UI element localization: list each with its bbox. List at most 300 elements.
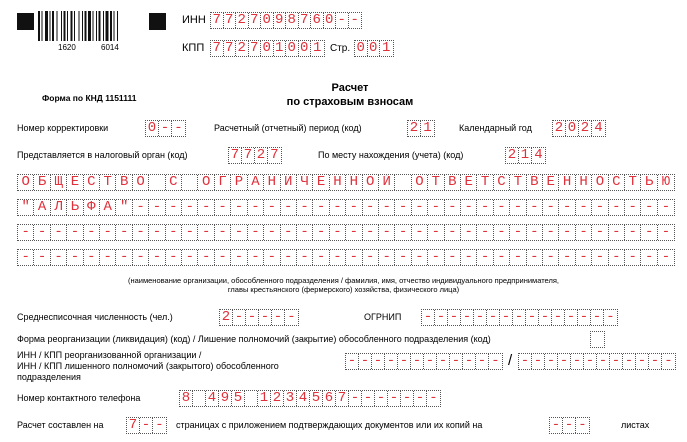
char-cell[interactable]: -	[661, 225, 671, 240]
char-cell[interactable]: -	[231, 225, 247, 240]
char-cell[interactable]: -	[477, 200, 493, 215]
char-cell[interactable]: А	[248, 175, 264, 190]
char-cell[interactable]: -	[388, 391, 401, 406]
char-cell[interactable]: О	[412, 175, 428, 190]
char-cell[interactable]: -	[346, 354, 359, 369]
char-cell[interactable]: -	[487, 310, 500, 325]
char-cell[interactable]: Л	[51, 200, 67, 215]
char-cell[interactable]: -	[510, 200, 526, 215]
char-cell[interactable]: -	[198, 200, 214, 215]
char-cell[interactable]: -	[532, 354, 545, 369]
char-cell[interactable]: -	[625, 250, 641, 265]
char-cell[interactable]: -	[264, 200, 280, 215]
char-cell[interactable]: -	[359, 354, 372, 369]
char-cell[interactable]: -	[461, 250, 477, 265]
tax-authority-cells[interactable]	[228, 147, 282, 164]
char-cell[interactable]: -	[559, 250, 575, 265]
char-cell[interactable]: -	[379, 250, 395, 265]
char-cell[interactable]: -	[494, 250, 510, 265]
char-cell[interactable]: 2	[236, 13, 249, 28]
char-cell[interactable]: -	[100, 225, 116, 240]
char-cell[interactable]: -	[543, 225, 559, 240]
char-cell[interactable]: -	[411, 354, 424, 369]
char-cell[interactable]: -	[84, 225, 100, 240]
char-cell[interactable]: -	[445, 200, 461, 215]
char-cell[interactable]: -	[592, 225, 608, 240]
char-cell[interactable]: Н	[264, 175, 280, 190]
char-cell[interactable]: 7	[336, 391, 349, 406]
char-cell[interactable]: -	[591, 310, 604, 325]
char-cell[interactable]: -	[527, 250, 543, 265]
char-cell[interactable]: -	[297, 225, 313, 240]
char-cell[interactable]: -	[149, 225, 165, 240]
char-cell[interactable]: -	[543, 200, 559, 215]
org-name-row-3[interactable]	[17, 224, 675, 241]
char-cell[interactable]: -	[133, 225, 149, 240]
char-cell[interactable]: 0	[261, 13, 274, 28]
char-cell[interactable]: -	[476, 354, 489, 369]
char-cell[interactable]: 1	[274, 41, 287, 56]
char-cell[interactable]: -	[576, 200, 592, 215]
char-cell[interactable]: 2	[506, 148, 519, 163]
char-cell[interactable]: -	[543, 250, 559, 265]
char-cell[interactable]: -	[463, 354, 476, 369]
char-cell[interactable]: -	[584, 354, 597, 369]
location-label: По месту нахождения (учета) (код)	[318, 150, 464, 160]
char-cell[interactable]: -	[346, 200, 362, 215]
char-cell[interactable]: -	[313, 225, 329, 240]
char-cell[interactable]: -	[287, 310, 296, 325]
char-cell[interactable]: -	[215, 225, 231, 240]
char-cell[interactable]: -	[198, 250, 214, 265]
char-cell[interactable]: -	[664, 354, 673, 369]
char-cell[interactable]: -	[477, 250, 493, 265]
char-cell[interactable]: Щ	[51, 175, 67, 190]
char-cell[interactable]: -	[623, 354, 636, 369]
char-cell[interactable]: -	[51, 250, 67, 265]
char-cell[interactable]: Н	[576, 175, 592, 190]
char-cell[interactable]: -	[166, 250, 182, 265]
char-cell[interactable]: -	[379, 225, 395, 240]
char-cell[interactable]: -	[609, 250, 625, 265]
char-cell[interactable]: О	[133, 175, 149, 190]
char-cell[interactable]: -	[67, 225, 83, 240]
char-cell[interactable]: -	[272, 310, 285, 325]
char-cell[interactable]: -	[231, 250, 247, 265]
char-cell[interactable]: -	[350, 13, 359, 28]
char-cell[interactable]: -	[559, 200, 575, 215]
org-name-row-4[interactable]	[17, 249, 675, 266]
char-cell[interactable]: -	[494, 225, 510, 240]
char-cell[interactable]: Ч	[297, 175, 313, 190]
period-cells[interactable]	[407, 120, 435, 137]
char-cell[interactable]: 2	[236, 41, 249, 56]
char-cell[interactable]: -	[527, 200, 543, 215]
char-cell[interactable]: -	[330, 200, 346, 215]
char-cell[interactable]	[591, 332, 604, 347]
correction-cells[interactable]	[145, 120, 186, 137]
char-cell[interactable]: Е	[67, 175, 83, 190]
char-cell[interactable]: -	[140, 418, 153, 433]
char-cell[interactable]: 0	[355, 41, 368, 56]
char-cell[interactable]: 0	[566, 121, 579, 136]
char-cell[interactable]: Т	[100, 175, 116, 190]
char-cell[interactable]: А	[100, 200, 116, 215]
char-cell[interactable]: Н	[330, 175, 346, 190]
char-cell[interactable]: О	[363, 175, 379, 190]
page-cells[interactable]	[354, 40, 394, 57]
char-cell[interactable]: -	[429, 391, 438, 406]
char-cell[interactable]: С	[84, 175, 100, 190]
char-cell[interactable]: Н	[559, 175, 575, 190]
char-cell[interactable]: -	[428, 250, 444, 265]
char-cell[interactable]: "	[116, 200, 132, 215]
char-cell[interactable]: -	[34, 225, 50, 240]
char-cell[interactable]: -	[133, 250, 149, 265]
char-cell[interactable]: -	[539, 310, 552, 325]
char-cell[interactable]: -	[461, 200, 477, 215]
char-cell[interactable]: -	[51, 225, 67, 240]
phone-cells[interactable]	[179, 390, 441, 407]
char-cell[interactable]: 1	[382, 41, 391, 56]
char-cell[interactable]: 0	[368, 41, 381, 56]
char-cell[interactable]: 7	[211, 13, 224, 28]
char-cell[interactable]: 0	[146, 121, 159, 136]
char-cell[interactable]: -	[636, 354, 649, 369]
char-cell[interactable]: 1	[258, 391, 271, 406]
char-cell[interactable]: -	[461, 310, 474, 325]
char-cell[interactable]	[182, 175, 198, 190]
char-cell[interactable]: -	[84, 250, 100, 265]
char-cell[interactable]: 1	[313, 41, 322, 56]
char-cell[interactable]: 0	[324, 13, 337, 28]
char-cell[interactable]: 1	[423, 121, 432, 136]
char-cell[interactable]: 6	[311, 13, 324, 28]
char-cell[interactable]: -	[422, 310, 435, 325]
char-cell[interactable]: 2	[255, 148, 268, 163]
char-cell[interactable]: Б	[34, 175, 50, 190]
char-cell[interactable]: 9	[219, 391, 232, 406]
char-cell[interactable]: -	[578, 418, 587, 433]
char-cell[interactable]: -	[401, 391, 414, 406]
char-cell[interactable]: 7	[224, 41, 237, 56]
char-cell[interactable]: -	[159, 121, 172, 136]
char-cell[interactable]: 2	[271, 391, 284, 406]
char-cell[interactable]: -	[182, 250, 198, 265]
char-cell[interactable]: С	[494, 175, 510, 190]
kpp-label: КПП	[182, 42, 205, 54]
char-cell[interactable]: Г	[215, 175, 231, 190]
char-cell[interactable]: -	[641, 200, 657, 215]
char-cell[interactable]: 2	[220, 310, 233, 325]
char-cell[interactable]: 2	[553, 121, 566, 136]
char-cell[interactable]: -	[363, 225, 379, 240]
char-cell[interactable]: 7	[229, 148, 242, 163]
char-cell[interactable]: -	[116, 250, 132, 265]
char-cell[interactable]: 8	[286, 13, 299, 28]
char-cell[interactable]: Т	[477, 175, 493, 190]
year-cells[interactable]	[552, 120, 606, 137]
char-cell[interactable]: -	[330, 225, 346, 240]
char-cell[interactable]: Ь	[641, 175, 657, 190]
char-cell[interactable]: О	[592, 175, 608, 190]
char-cell[interactable]: -	[297, 200, 313, 215]
char-cell[interactable]: -	[246, 310, 259, 325]
char-cell[interactable]: С	[609, 175, 625, 190]
char-cell[interactable]: -	[215, 200, 231, 215]
char-cell[interactable]: Ю	[661, 175, 671, 190]
char-cell[interactable]: -	[625, 200, 641, 215]
char-cell[interactable]: -	[182, 200, 198, 215]
char-cell[interactable]: -	[346, 225, 362, 240]
char-cell[interactable]: "	[18, 200, 34, 215]
char-cell[interactable]: 7	[211, 41, 224, 56]
char-cell[interactable]: -	[414, 391, 427, 406]
char-cell[interactable]: 9	[274, 13, 287, 28]
char-cell[interactable]: -	[281, 225, 297, 240]
char-cell[interactable]: -	[558, 354, 571, 369]
char-cell[interactable]: 1	[519, 148, 532, 163]
char-cell[interactable]: -	[597, 354, 610, 369]
corner-marker-right	[149, 13, 166, 30]
char-cell[interactable]: А	[34, 200, 50, 215]
char-cell[interactable]: -	[610, 354, 623, 369]
char-cell[interactable]: 5	[232, 391, 245, 406]
char-cell[interactable]: -	[116, 225, 132, 240]
char-cell[interactable]: Р	[231, 175, 247, 190]
char-cell[interactable]: О	[198, 175, 214, 190]
reorg-inn-cells[interactable]	[345, 353, 503, 370]
char-cell[interactable]: -	[424, 354, 437, 369]
char-cell[interactable]: 7	[127, 418, 140, 433]
char-cell[interactable]: -	[552, 310, 565, 325]
barcode-bar	[79, 11, 80, 41]
char-cell[interactable]: -	[398, 354, 411, 369]
char-cell[interactable]: -	[592, 200, 608, 215]
char-cell[interactable]: -	[67, 250, 83, 265]
char-cell[interactable]: 7	[224, 13, 237, 28]
char-cell[interactable]: -	[395, 200, 411, 215]
char-cell[interactable]: -	[510, 250, 526, 265]
page-label: Стр.	[330, 43, 351, 54]
char-cell[interactable]: В	[116, 175, 132, 190]
char-cell[interactable]: -	[641, 250, 657, 265]
char-cell[interactable]: В	[445, 175, 461, 190]
char-cell[interactable]: -	[428, 200, 444, 215]
char-cell[interactable]: Ь	[67, 200, 83, 215]
char-cell[interactable]: 7	[270, 148, 279, 163]
inn-cells[interactable]	[210, 12, 362, 29]
char-cell[interactable]: -	[576, 250, 592, 265]
char-cell[interactable]: -	[625, 225, 641, 240]
char-cell[interactable]: -	[606, 310, 615, 325]
char-cell[interactable]	[193, 391, 206, 406]
char-cell[interactable]: -	[34, 250, 50, 265]
char-cell[interactable]: -	[510, 225, 526, 240]
reorg-inn-label-line1: ИНН / КПП реорганизованной организации /	[17, 350, 202, 360]
char-cell[interactable]: -	[545, 354, 558, 369]
char-cell[interactable]: -	[313, 200, 329, 215]
char-cell[interactable]: Ф	[84, 200, 100, 215]
char-cell[interactable]: -	[297, 250, 313, 265]
char-cell[interactable]: -	[513, 310, 526, 325]
org-name-row-2[interactable]	[17, 199, 675, 216]
headcount-cells[interactable]	[219, 309, 299, 326]
char-cell[interactable]: -	[526, 310, 539, 325]
char-cell[interactable]: -	[412, 250, 428, 265]
char-cell[interactable]	[149, 175, 165, 190]
char-cell[interactable]: Е	[461, 175, 477, 190]
tax-authority-label: Представляется в налоговый орган (код)	[17, 150, 188, 160]
char-cell[interactable]: 0	[261, 41, 274, 56]
char-cell[interactable]: С	[166, 175, 182, 190]
char-cell[interactable]: -	[437, 354, 450, 369]
barcode-bar	[52, 11, 54, 41]
char-cell[interactable]: -	[461, 225, 477, 240]
reorg-cells[interactable]	[590, 331, 605, 348]
char-cell[interactable]: 4	[206, 391, 219, 406]
char-cell[interactable]: -	[641, 225, 657, 240]
char-cell[interactable]: 7	[249, 13, 262, 28]
char-cell[interactable]: Й	[379, 175, 395, 190]
char-cell[interactable]: -	[349, 391, 362, 406]
org-name-row-1[interactable]	[17, 174, 675, 191]
char-cell[interactable]: -	[500, 310, 513, 325]
char-cell[interactable]: -	[100, 250, 116, 265]
char-cell[interactable]: О	[18, 175, 34, 190]
char-cell[interactable]: 7	[242, 148, 255, 163]
char-cell[interactable]: -	[571, 354, 584, 369]
char-cell[interactable]: -	[448, 310, 461, 325]
char-cell[interactable]: -	[18, 250, 34, 265]
char-cell[interactable]: 4	[594, 121, 603, 136]
char-cell[interactable]: 0	[299, 41, 312, 56]
char-cell[interactable]: -	[264, 225, 280, 240]
char-cell[interactable]: -	[264, 250, 280, 265]
char-cell[interactable]: И	[281, 175, 297, 190]
char-cell[interactable]: -	[592, 250, 608, 265]
char-cell[interactable]: 7	[249, 41, 262, 56]
char-cell[interactable]: Н	[346, 175, 362, 190]
char-cell[interactable]: 8	[180, 391, 193, 406]
char-cell[interactable]: -	[375, 391, 388, 406]
char-cell[interactable]: 4	[297, 391, 310, 406]
char-cell[interactable]: -	[649, 354, 662, 369]
char-cell[interactable]: -	[527, 225, 543, 240]
char-cell[interactable]: -	[565, 310, 578, 325]
char-cell[interactable]: -	[445, 250, 461, 265]
char-cell[interactable]: -	[578, 310, 591, 325]
char-cell[interactable]: -	[379, 200, 395, 215]
char-cell[interactable]: 3	[284, 391, 297, 406]
char-cell[interactable]: Т	[510, 175, 526, 190]
char-cell[interactable]: Т	[428, 175, 444, 190]
char-cell[interactable]: -	[281, 250, 297, 265]
char-cell[interactable]: -	[18, 225, 34, 240]
char-cell[interactable]: -	[412, 225, 428, 240]
char-cell[interactable]: -	[198, 225, 214, 240]
char-cell[interactable]	[395, 175, 411, 190]
char-cell[interactable]: -	[395, 225, 411, 240]
kpp-cells[interactable]	[210, 40, 325, 57]
char-cell[interactable]: -	[182, 225, 198, 240]
char-cell[interactable]: -	[166, 225, 182, 240]
char-cell[interactable]: -	[474, 310, 487, 325]
char-cell[interactable]: -	[609, 200, 625, 215]
char-cell[interactable]: Т	[625, 175, 641, 190]
char-cell[interactable]: -	[248, 225, 264, 240]
char-cell[interactable]: -	[363, 250, 379, 265]
pages-cells[interactable]	[126, 417, 167, 434]
char-cell[interactable]: -	[215, 250, 231, 265]
char-cell[interactable]: 6	[323, 391, 336, 406]
location-cells[interactable]	[505, 147, 546, 164]
char-cell[interactable]: -	[166, 200, 182, 215]
char-cell[interactable]: -	[494, 200, 510, 215]
char-cell[interactable]: -	[155, 418, 164, 433]
char-cell[interactable]: -	[259, 310, 272, 325]
char-cell[interactable]: -	[477, 225, 493, 240]
char-cell[interactable]: -	[576, 225, 592, 240]
char-cell[interactable]: -	[248, 250, 264, 265]
char-cell[interactable]: -	[281, 200, 297, 215]
char-cell[interactable]: -	[412, 200, 428, 215]
char-cell[interactable]: -	[248, 200, 264, 215]
char-cell[interactable]: -	[435, 310, 448, 325]
char-cell[interactable]: 5	[310, 391, 323, 406]
char-cell[interactable]: -	[609, 225, 625, 240]
char-cell[interactable]: -	[149, 250, 165, 265]
char-cell[interactable]: -	[313, 250, 329, 265]
char-cell[interactable]: -	[550, 418, 563, 433]
char-cell[interactable]: -	[491, 354, 500, 369]
char-cell[interactable]: -	[559, 225, 575, 240]
char-cell[interactable]: 0	[286, 41, 299, 56]
char-cell[interactable]: -	[330, 250, 346, 265]
char-cell[interactable]: -	[233, 310, 246, 325]
char-cell[interactable]: -	[450, 354, 463, 369]
char-cell[interactable]: Е	[543, 175, 559, 190]
char-cell[interactable]: В	[527, 175, 543, 190]
char-cell[interactable]: -	[231, 200, 247, 215]
char-cell[interactable]: -	[149, 200, 165, 215]
ogrnip-cells[interactable]	[421, 309, 618, 326]
char-cell[interactable]: Е	[313, 175, 329, 190]
char-cell[interactable]: -	[661, 200, 671, 215]
char-cell[interactable]: -	[385, 354, 398, 369]
attachments-cells[interactable]	[549, 417, 590, 434]
char-cell[interactable]: 2	[579, 121, 592, 136]
char-cell[interactable]: 4	[534, 148, 543, 163]
char-cell[interactable]: -	[363, 200, 379, 215]
char-cell[interactable]: -	[336, 13, 349, 28]
char-cell[interactable]: -	[428, 225, 444, 240]
char-cell[interactable]: -	[563, 418, 576, 433]
char-cell[interactable]: -	[445, 225, 461, 240]
char-cell[interactable]: -	[133, 200, 149, 215]
char-cell[interactable]: 7	[299, 13, 312, 28]
char-cell[interactable]: 2	[408, 121, 421, 136]
reorg-kpp-cells[interactable]	[518, 353, 676, 370]
char-cell[interactable]	[245, 391, 258, 406]
char-cell[interactable]: -	[174, 121, 183, 136]
char-cell[interactable]: -	[395, 250, 411, 265]
char-cell[interactable]: -	[346, 250, 362, 265]
char-cell[interactable]: -	[661, 250, 671, 265]
char-cell[interactable]: -	[372, 354, 385, 369]
char-cell[interactable]: -	[362, 391, 375, 406]
char-cell[interactable]: -	[519, 354, 532, 369]
